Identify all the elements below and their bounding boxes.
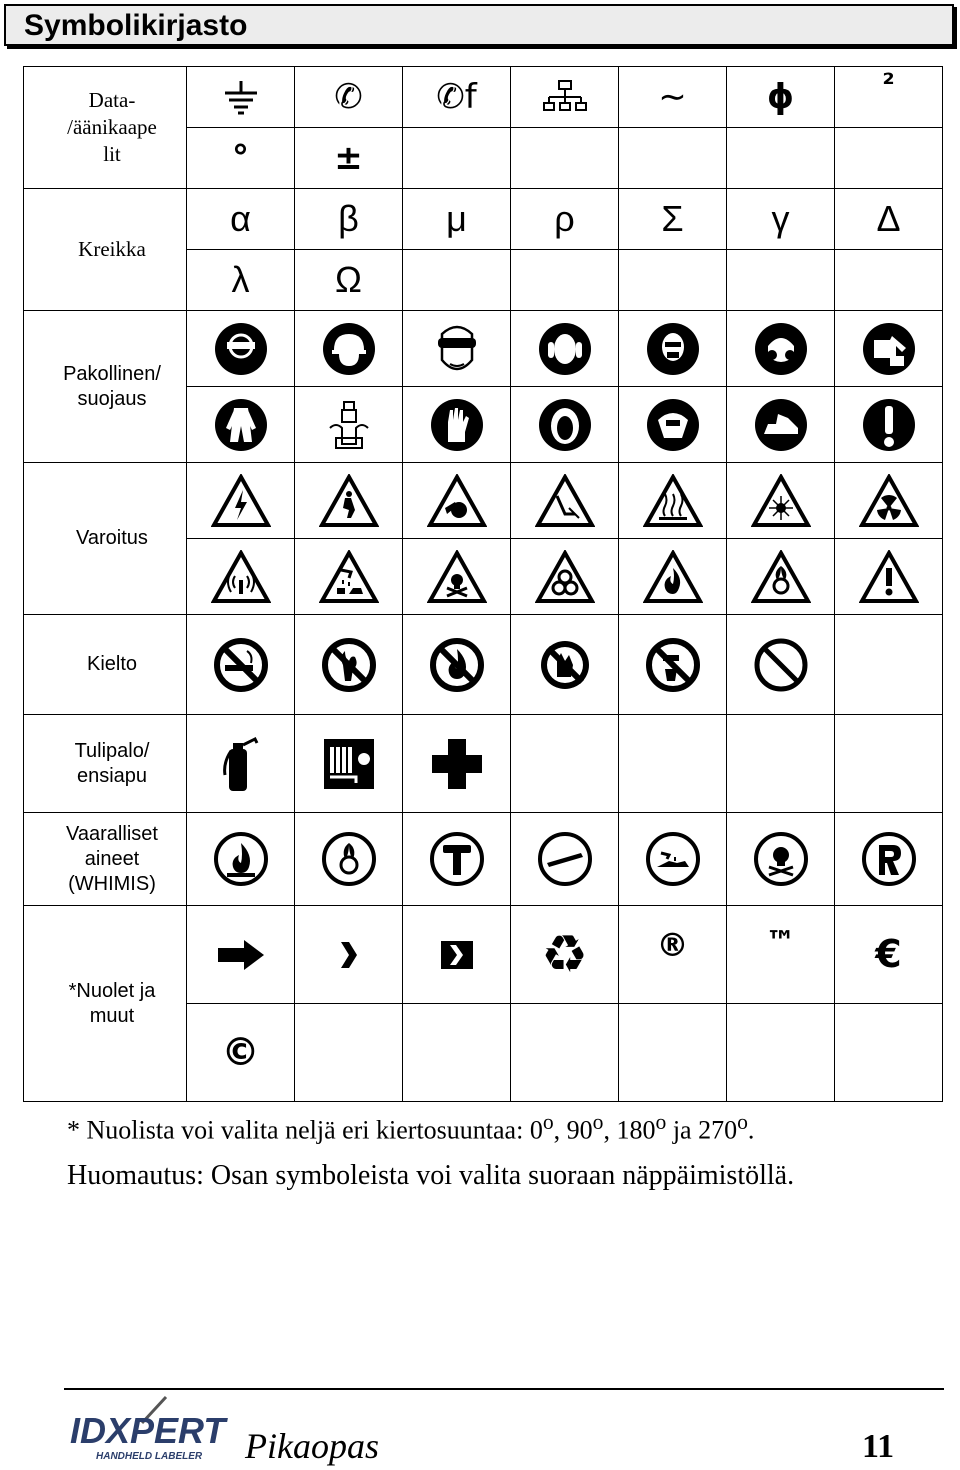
- whmis-oxidizer-icon: [321, 831, 377, 887]
- symbol-table: [23, 66, 943, 1102]
- hand-crush-icon: [427, 474, 487, 528]
- lambda-icon: λ: [231, 259, 250, 300]
- svg-text:HANDHELD LABELER: HANDHELD LABELER: [96, 1451, 203, 1462]
- hot-surface-icon: [643, 474, 703, 528]
- ac-icon: ∼: [658, 77, 687, 117]
- gloves-icon: [430, 398, 484, 452]
- whmis-gas-cylinder-icon: [429, 831, 485, 887]
- footnote: * Nuolista voi valita neljä eri kiertosuuntaa: 0$^o$, 90$^o$, 180$^o$ ja 270$^o$.: [67, 1110, 755, 1145]
- head-protection-icon: [322, 322, 376, 376]
- category-data: Data- /äänikaape lit: [24, 67, 187, 189]
- no-fire-icon: [429, 637, 485, 693]
- trademark-icon: ™: [765, 925, 796, 960]
- telefax-icon: ✆f: [436, 77, 477, 117]
- face-mask-icon: [646, 322, 700, 376]
- category-arrows: *Nuolet ja muut: [24, 906, 187, 1102]
- page-header: [4, 4, 954, 46]
- category-warning: Varoitus: [24, 463, 187, 615]
- gamma-icon: γ: [771, 198, 790, 239]
- welding-mask-icon: [646, 398, 700, 452]
- note: Huomautus: Osan symboleista voi valita suoraan näppäimistöllä.: [67, 1160, 795, 1191]
- degree-icon: °: [232, 138, 249, 178]
- radio-waves-icon: [211, 550, 271, 604]
- chevron-box-icon: [440, 940, 474, 970]
- wash-hands-icon: [322, 398, 376, 452]
- toxic-icon: [427, 550, 487, 604]
- no-drinking-water-icon: [645, 637, 701, 693]
- registered-icon: ®: [656, 926, 689, 964]
- rho-icon: ρ: [554, 198, 575, 239]
- alpha-icon: α: [230, 198, 251, 239]
- respirator-icon: [754, 322, 808, 376]
- no-open-flame-icon: [321, 637, 377, 693]
- copyright-icon: ©: [221, 1030, 260, 1074]
- oxidizer-icon: [751, 550, 811, 604]
- category-prohibition: Kielto: [24, 615, 187, 715]
- electric-hazard-icon: [211, 474, 271, 528]
- falling-hazard-icon: [319, 474, 379, 528]
- safety-notice-icon: [862, 322, 916, 376]
- category-fire: Tulipalo/ ensiapu: [24, 715, 187, 813]
- category-whmis: Vaaralliset aineet (WHIMIS): [24, 813, 187, 906]
- laser-icon: [751, 474, 811, 528]
- cut-hazard-icon: [535, 474, 595, 528]
- ground-icon: [221, 77, 261, 117]
- whmis-toxic-icon: [753, 831, 809, 887]
- no-smoking-icon: [213, 637, 269, 693]
- first-aid-cross-icon: [430, 737, 484, 791]
- prohibited-icon: [753, 637, 809, 693]
- biohazard-icon: [535, 550, 595, 604]
- face-shield-icon: [538, 398, 592, 452]
- category-greek: Kreikka: [24, 189, 187, 311]
- mu-icon: μ: [446, 198, 467, 239]
- superscript-two-icon: ²: [882, 67, 895, 100]
- euro-icon: €: [875, 932, 902, 976]
- idxpert-logo: [68, 1395, 238, 1465]
- protective-clothing-icon: [214, 398, 268, 452]
- sigma-icon: Σ: [661, 198, 684, 239]
- delta-icon: Δ: [876, 198, 901, 239]
- telephone-icon: ✆: [334, 77, 363, 117]
- arrow-right-icon: [216, 938, 266, 972]
- whmis-dangerous-reactive-icon: [861, 831, 917, 887]
- exclamation-icon: [862, 396, 916, 454]
- goggles-face-icon: [430, 320, 484, 378]
- fire-extinguisher-icon: [221, 735, 261, 793]
- corrosive-icon: [319, 550, 379, 604]
- phase-icon: ϕ: [766, 77, 795, 117]
- general-warning-icon: [859, 550, 919, 604]
- beta-icon: β: [338, 198, 359, 239]
- flammable-icon: [643, 550, 703, 604]
- whmis-flammable-icon: [213, 831, 269, 887]
- category-mandatory: Pakollinen/ suojaus: [24, 311, 187, 463]
- chevron-right-icon: [337, 940, 361, 970]
- recycle-icon: ♻: [541, 924, 588, 985]
- no-touching-icon: [537, 637, 593, 693]
- omega-icon: Ω: [335, 259, 362, 300]
- page-number: 11: [862, 1428, 895, 1465]
- footer-divider: [64, 1388, 944, 1390]
- radiation-icon: [859, 474, 919, 528]
- page-title: Symbolikirjasto: [24, 9, 248, 42]
- whmis-corrosive-icon: [537, 831, 593, 887]
- plus-minus-icon: ±: [334, 138, 363, 178]
- footer-title: Pikaopas: [245, 1426, 379, 1466]
- svg-text:IDXPERT: IDXPERT: [70, 1410, 226, 1451]
- footwear-icon: [754, 398, 808, 452]
- whmis-reactive-icon: [645, 831, 701, 887]
- hearing-protection-icon: [538, 322, 592, 376]
- network-icon: [543, 79, 587, 115]
- eye-protection-icon: [214, 322, 268, 376]
- fire-hose-icon: [322, 737, 376, 791]
